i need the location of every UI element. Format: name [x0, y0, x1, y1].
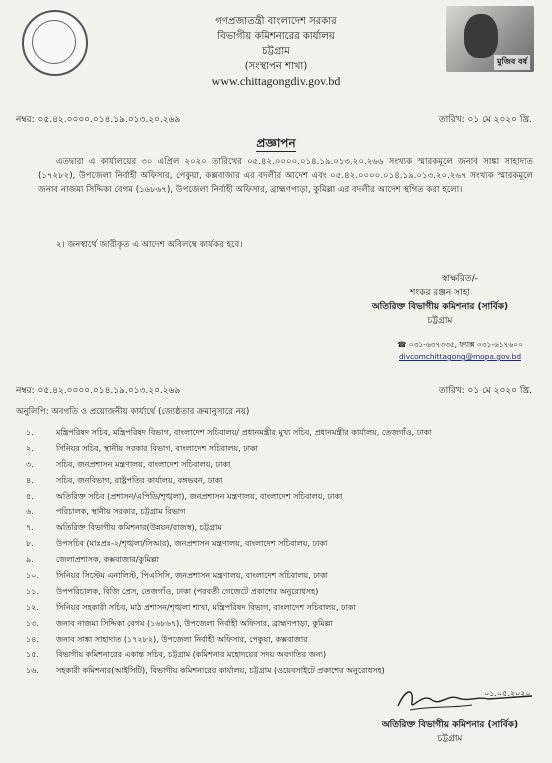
distribution-item-text: অতিরিক্ত বিভাগীয় কমিশনার(উন্নয়ন/রাজস্ব), চট্টগ্রাম: [56, 523, 222, 533]
phone-fax-line: ☎ ০৩১-৬৩৭৩৩৫, ফ্যাক্স ০৩১-৬১৭৬০০: [397, 340, 523, 349]
distribution-item: [26, 536, 536, 552]
signed-mark: স্বাক্ষরিত/-: [442, 274, 478, 284]
distribution-item: [26, 616, 536, 632]
distribution-item-text: সিনিয়র সিস্টেম এনালিস্ট, পিএসিসি, জনপ্রশাসন মন্ত্রণালয়, বাংলাদেশ সচিবালয়, ঢাকা: [56, 571, 328, 581]
distribution-item: [26, 663, 536, 679]
final-signatory-place: চট্টগ্রাম: [437, 734, 463, 744]
header-branch-line: (সংস্থাপন শাখা): [244, 61, 308, 72]
distribution-item-text: সহকারী কমিশনার(আইসিটি), বিভাগীয় কমিশনারের কার্যালয়, চট্টগ্রাম (ওয়েবসাইটে প্রকাশের অনুরোধসহ): [56, 666, 385, 676]
final-signatory-block: [360, 718, 540, 746]
signatory-designation: অতিরিক্ত বিভাগীয় কমিশনার (সার্বিক): [371, 302, 509, 312]
document-title: [0, 135, 552, 155]
signatory-name: শংকর রঞ্জন সাহা: [409, 288, 471, 298]
distribution-item-number: ১৬.: [26, 666, 39, 676]
distribution-item-number: ৮.: [26, 539, 34, 549]
email-link[interactable]: divcomchittagong@mopa.gov.bd: [398, 352, 522, 361]
distribution-item: [26, 425, 536, 441]
distribution-item: [26, 647, 536, 663]
distribution-item-text: সচিব, জনপ্রশাসন মন্ত্রণালয়, বাংলাদেশ সচিবালয়, ঢাকা: [56, 459, 231, 469]
signatory-block: [345, 272, 535, 328]
distribution-item: [26, 473, 536, 489]
distribution-item-text: অতিরিক্ত সচিব (প্রশাসন/এপিডি/শৃঙ্খলা), জনপ্রশাসন মন্ত্রণালয়, বাংলাদেশ সচিবালয়, ঢাকা: [56, 491, 343, 501]
final-signatory-designation: অতিরিক্ত বিভাগীয় কমিশনার (সার্বিক): [381, 720, 519, 730]
body-paragraph-1: এতদ্বারা এ কার্যালয়ের ৩০ এপ্রিল ২০২০ তারিখের ০৫.৪২.০০০০.০১৪.১৯.০১৩.২০.২৬৬ সংখ্যক স্মারকমূলে জনাব সাঙ্কা সাহাদাত (১৭২৮২), উপজেলা নির্বাহী অফিসার, পেকুয়া, কক্সবাজার এর বদলীর আদেশ এবং ০৫.৪২.০০০০.০১৪.১৯.০১৩.২০.২৬৭ সংখ্যক স্মারকমূলে জনাব নাজমা সিদ্দিকা বেগম (১৬৮৬৭), উপজেলা নির্বাহী অফিসার, ব্রাহ্মণপাড়া, কুমিল্লা এর বদলীর আদেশ স্থগিত করা হলো।: [38, 157, 533, 195]
distribution-item-text: জেলাপ্রশাসক, কক্সবাজার/কুমিল্লা: [56, 555, 159, 565]
distribution-item-text: জনাব সাঙ্কা সাহাদাত (১৭২৮২), উপজেলা নির্বাহী অফিসার, পেকুয়া, কক্সবাজার: [56, 634, 308, 644]
memo-date: তারিখ: ০১ মে ২০২০ খ্রি.: [438, 115, 532, 125]
distribution-item-text: বিভাগীয় কমিশনারের একান্ত সচিব, চট্টগ্রাম (কমিশনার মহোদয়ের সদয় অবগতির জন্য): [56, 650, 327, 660]
distribution-item-number: ১৫.: [26, 650, 39, 660]
distribution-item: [26, 489, 536, 505]
distribution-item-number: ১১.: [26, 586, 39, 596]
distribution-item: [26, 632, 536, 648]
distribution-item-text: পরিচালক, স্থানীয় সরকার, চট্টগ্রাম বিভাগ: [56, 507, 186, 517]
distribution-item-number: ৬.: [26, 507, 34, 517]
distribution-item-number: ১০.: [26, 571, 39, 581]
memo2-reference-line: [16, 383, 532, 398]
document-title-text: প্রজ্ঞাপন: [256, 136, 296, 150]
distribution-list: [26, 425, 536, 679]
signatory-place: চট্টগ্রাম: [427, 316, 453, 326]
memo2-number: নম্বর: ০৫.৪২.০০০০.০১৪.১৯.০১৩.২০.২৬৯: [16, 386, 181, 396]
distribution-item-number: ১২.: [26, 602, 39, 612]
header-website[interactable]: www.chittagongdiv.gov.bd: [211, 74, 341, 88]
distribution-item: [26, 504, 536, 520]
distribution-item-number: ১.: [26, 428, 34, 437]
signature-date: ০১.০৫.২০২০: [484, 689, 531, 698]
distribution-item-text: সিনিয়র সহকারী সচিব, মাঠ প্রশাসন/শৃঙ্খলা শাখা, মন্ত্রিপরিষদ বিভাগ, বাংলাদেশ সচিবালয়, ঢাকা: [56, 602, 356, 612]
distribution-item: [26, 441, 536, 457]
header-office-line: বিভাগীয় কমিশনারের কার্যালয়: [217, 31, 335, 42]
distribution-item-number: ৩.: [26, 459, 34, 469]
distribution-heading: অনুলিপি: অবগতি ও প্রয়োজনীয় কার্যার্থে (জ্যেষ্ঠতার ক্রমানুসারে নয়): [16, 407, 250, 417]
header-city-line: চট্টগ্রাম: [262, 46, 290, 57]
distribution-item-text: উপসচিব (মাঃপ্রঃ-২/শৃঙ্খলা/সিআর), জনপ্রশাসন মন্ত্রণালয়, বাংলাদেশ সচিবালয়, ঢাকা: [56, 539, 328, 549]
distribution-item: [26, 600, 536, 616]
distribution-item: [26, 552, 536, 568]
distribution-item-text: উপপরিচালক, বিজি প্রেস, তেজগাঁও, ঢাকা (পরবর্তী গেজেটে প্রকাশের অনুরোধসহ): [56, 586, 319, 596]
distribution-item-number: ৪.: [26, 475, 34, 485]
distribution-item-text: সচিব, জনবিভাগ, রাষ্ট্রপতির কার্যালয়, বঙ্গভবন, ঢাকা: [56, 475, 223, 485]
distribution-item-number: ১৩.: [26, 618, 39, 628]
distribution-item-number: ৫.: [26, 491, 34, 501]
distribution-item: [26, 568, 536, 584]
distribution-item-number: ৯.: [26, 555, 34, 565]
distribution-item: [26, 584, 536, 600]
header-govt-line: গণপ্রজাতন্ত্রী বাংলাদেশ সরকার: [215, 16, 337, 27]
handwritten-signature: [392, 682, 537, 716]
distribution-item: [26, 457, 536, 473]
distribution-item-text: জনাব নাজমা সিদ্দিকা বেগম (১৬৮৬৭), উপজেলা নির্বাহী অফিসার, ব্রাহ্মণপাড়া, কুমিল্লা: [56, 618, 333, 628]
distribution-item-text: মন্ত্রিপরিষদ সচিব, মন্ত্রিপরিষদ বিভাগ, বাংলাদেশ সচিবালয়/ প্রধানমন্ত্রীর মুখ্য সচিব, প্রধানমন্ত্রীর কার্যালয়, তেজগাঁও, ঢাকা: [56, 428, 432, 437]
distribution-item-number: ১৪.: [26, 634, 39, 644]
distribution-item-number: ৭.: [26, 523, 34, 533]
mujib-year-logo-text: মুজিব বর্ষ: [494, 55, 530, 70]
distribution-item: [26, 520, 536, 536]
distribution-item-text: সিনিয়র সচিব, স্থানীয় সরকার বিভাগ, বাংলাদেশ সচিবালয়, ঢাকা: [56, 443, 258, 453]
contact-block: [380, 339, 540, 363]
memo-number: নম্বর: ০৫.৪২.০০০০.০১৪.১৯.০১৩.২০.২৬৯: [16, 115, 181, 125]
memo-reference-line: [16, 112, 532, 127]
distribution-item-number: ২.: [26, 443, 34, 453]
memo2-date: তারিখ: ০১ মে ২০২০ খ্রি.: [438, 386, 532, 396]
body-paragraph-2: ২। জনস্বার্থে জারীকৃত এ আদেশ অবিলম্বে কার্যকর হবে।: [56, 240, 243, 250]
